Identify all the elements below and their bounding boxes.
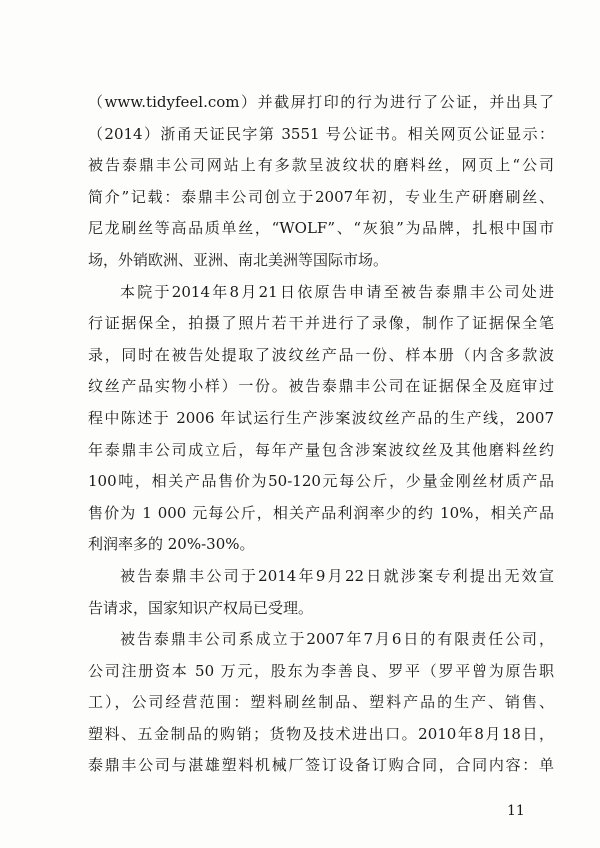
text-line: 行证据保全，拍摄了照片若干并进行了录像，制作了证据保全笔 [88,314,554,333]
text-line: 售价为 1 000 元每公斤，相关产品利润率少的约 10%，相关产品 [88,503,554,522]
text-line: 泰鼎丰公司与湛雄塑料机械厂签订设备订购合同，合同内容：单 [88,756,554,775]
text-line: 纹丝产品实物小样）一份。被告泰鼎丰公司在证据保全及庭审过 [88,377,554,396]
text-line: 被告泰鼎丰公司网站上有多款呈波纹状的磨料丝，网页上“公司 [88,156,554,175]
text-line: 工），公司经营范围：塑料刷丝制品、塑料产品的生产、销售、 [88,693,554,712]
text-line: 场，外销欧洲、亚洲、南北美洲等国际市场。 [88,250,389,269]
text-line: 利润率多的 20%-30%。 [88,535,255,554]
body-text [88,87,554,782]
text-line: 塑料、五金制品的购销；货物及技术进出口。2010年8月18日， [88,724,554,743]
text-line: （www.tidyfeel.com）并截屏打印的行为进行了公证，并出具了 [88,93,554,111]
text-line: 被告泰鼎丰公司系成立于2007年7月6日的有限责任公司， [120,630,554,649]
text-line: 简介”记载：泰鼎丰公司创立于2007年初，专业生产研磨刷丝、 [88,187,554,206]
page-number: 11 [507,803,525,819]
text-line: 本院于2014年8月21日依原告申请至被告泰鼎丰公司处进 [120,282,554,301]
text-line: （2014）浙甬天证民字第 3551 号公证书。相关网页公证显示： [88,124,554,143]
text-line: 告请求，国家知识产权局已受理。 [88,598,314,617]
text-line: 公司注册资本 50 万元，股东为李善良、罗平（罗平曾为原告职 [88,661,554,680]
text-line: 100吨，相关产品售价为50-120元每公斤，少量金刚丝材质产品 [88,472,554,491]
text-line: 程中陈述于 2006 年试运行生产涉案波纹丝产品的生产线，2007 [88,408,554,427]
text-line: 年泰鼎丰公司成立后，每年产量包含涉案波纹丝及其他磨料丝约 [88,440,554,459]
text-line: 录，同时在被告处提取了波纹丝产品一份、样本册（内含多款波 [88,345,554,364]
text-line: 被告泰鼎丰公司于2014年9月22日就涉案专利提出无效宣 [120,566,554,585]
text-line: 尼龙刷丝等高品质单丝，“WOLF”、“灰狼”为品牌，扎根中国市 [88,219,554,238]
